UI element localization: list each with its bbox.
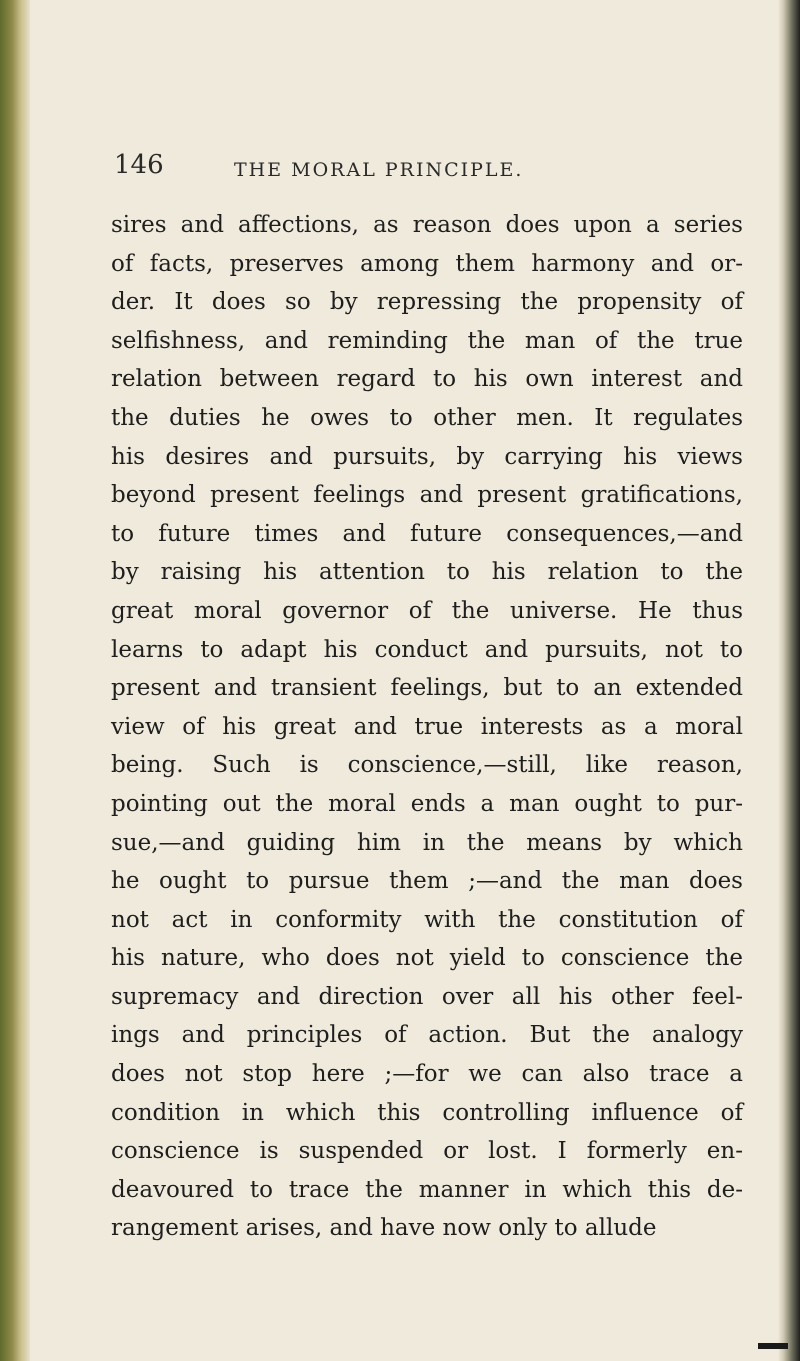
text-line: his desires and pursuits, by carrying his views	[111, 443, 743, 470]
page-number: 146	[114, 150, 164, 180]
text-line: great moral governor of the universe. He thus	[111, 597, 743, 624]
page-binding-right-edge	[778, 0, 800, 1361]
text-line: deavoured to trace the manner in which this de-	[111, 1176, 743, 1203]
text-line: selfishness, and reminding the man of the true	[111, 327, 743, 354]
text-line: the duties he owes to other men. It regulates	[111, 404, 743, 431]
text-line: conscience is suspended or lost. I formerly en-	[111, 1138, 743, 1165]
text-line: to future times and future consequences,—and	[111, 520, 743, 547]
text-line: rangement arises, and have now only to allude	[111, 1215, 657, 1242]
page-header	[114, 150, 754, 200]
text-line: his nature, who does not yield to conscience the	[111, 945, 743, 972]
text-line: being. Such is conscience,—still, like reason,	[111, 752, 743, 779]
text-line: condition in which this controlling influence of	[111, 1099, 743, 1126]
text-line: present and transient feelings, but to an extended	[111, 675, 743, 702]
text-line: of facts, preserves among them harmony and or-	[111, 250, 743, 277]
text-line: pointing out the moral ends a man ought to pur-	[111, 790, 743, 817]
text-line: by raising his attention to his relation to the	[111, 559, 743, 586]
text-line: sue,—and guiding him in the means by which	[111, 829, 743, 856]
text-line: relation between regard to his own interest and	[111, 366, 743, 393]
running-head: THE MORAL PRINCIPLE.	[234, 159, 524, 181]
text-line: not act in conformity with the constitution of	[111, 906, 743, 933]
text-line: view of his great and true interests as a moral	[111, 713, 743, 740]
body-text	[111, 206, 743, 1248]
text-line: he ought to pursue them ;—and the man does	[111, 868, 743, 895]
text-line: learns to adapt his conduct and pursuits, not to	[111, 636, 743, 663]
page-binding-left-edge	[0, 0, 30, 1361]
text-line: beyond present feelings and present gratifications,	[111, 482, 743, 509]
text-line: ings and principles of action. But the analogy	[111, 1022, 743, 1049]
text-line: does not stop here ;—for we can also trace a	[111, 1061, 743, 1088]
text-line: der. It does so by repressing the propensity of	[111, 289, 743, 316]
page-corner-mark	[758, 1343, 788, 1349]
text-line: sires and affections, as reason does upon a series	[111, 212, 743, 238]
text-line: supremacy and direction over all his other feel-	[111, 983, 743, 1010]
